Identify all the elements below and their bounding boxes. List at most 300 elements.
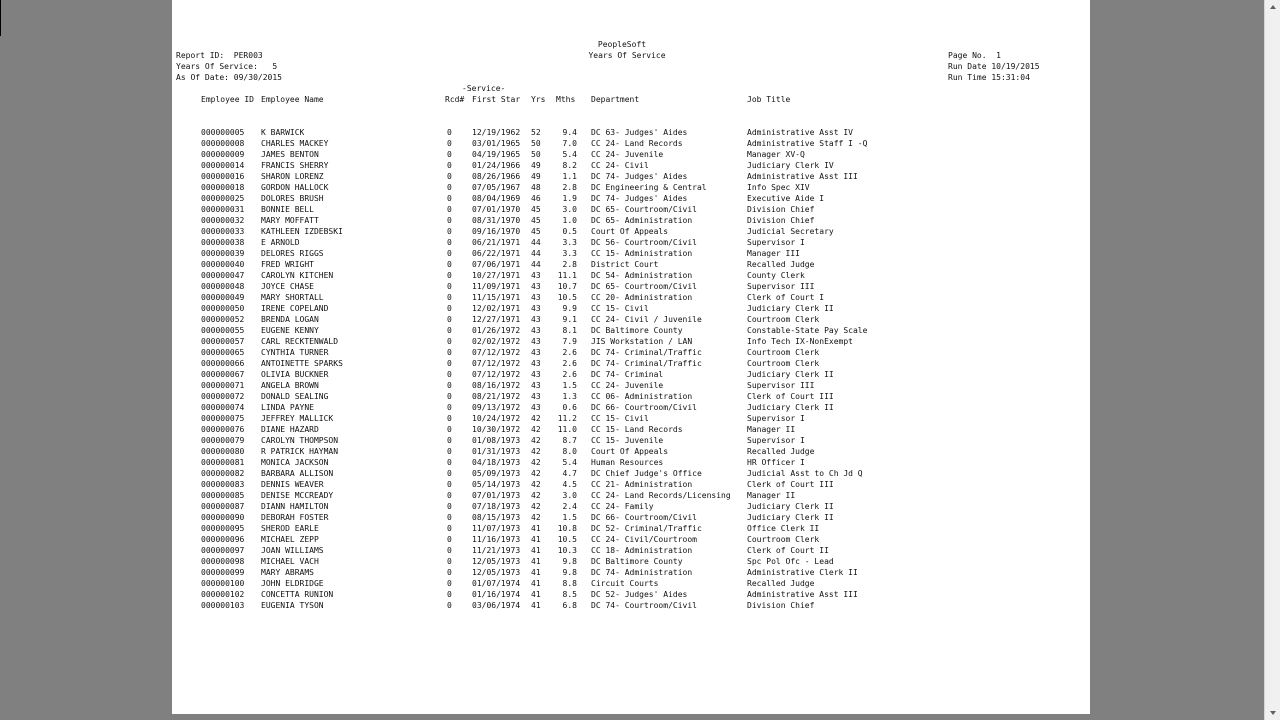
cell-mths: 11.2 bbox=[557, 414, 577, 423]
cell-job-title: Manager III bbox=[747, 249, 800, 258]
cell-department: CC 15- Juvenile bbox=[591, 436, 664, 445]
table-row bbox=[172, 248, 1090, 259]
cell-rcd: 0 bbox=[447, 326, 452, 335]
cell-rcd: 0 bbox=[447, 150, 452, 159]
cell-first-start: 07/06/1971 bbox=[472, 260, 521, 269]
cell-rcd: 0 bbox=[447, 304, 452, 313]
cell-employee-name: MARY ABRAMS bbox=[261, 568, 314, 577]
cell-job-title: Supervisor I bbox=[747, 414, 805, 423]
cell-job-title: Clerk of Court II bbox=[747, 546, 829, 555]
cell-mths: 3.3 bbox=[562, 249, 577, 258]
cell-job-title: Administrative Asst IV bbox=[747, 128, 853, 137]
cell-rcd: 0 bbox=[447, 458, 452, 467]
cell-rcd: 0 bbox=[447, 128, 452, 137]
cell-employee-id: 000000087 bbox=[201, 502, 245, 511]
cell-first-start: 03/01/1965 bbox=[472, 139, 521, 148]
cell-yrs: 42 bbox=[531, 425, 541, 434]
cell-job-title: Constable-State Pay Scale bbox=[747, 326, 868, 335]
scroll-down-arrow-icon[interactable] bbox=[1265, 706, 1280, 720]
cell-job-title: Recalled Judge bbox=[747, 447, 815, 456]
cell-first-start: 11/21/1973 bbox=[472, 546, 521, 555]
cell-department: CC 21- Administration bbox=[591, 480, 693, 489]
cell-department: CC 06- Administration bbox=[591, 392, 693, 401]
cell-yrs: 43 bbox=[531, 359, 541, 368]
table-row bbox=[172, 545, 1090, 556]
cell-first-start: 08/16/1972 bbox=[472, 381, 521, 390]
table-row bbox=[172, 600, 1090, 611]
cell-mths: 10.7 bbox=[557, 282, 577, 291]
cell-yrs: 43 bbox=[531, 326, 541, 335]
cell-first-start: 11/09/1971 bbox=[472, 282, 521, 291]
cell-yrs: 42 bbox=[531, 414, 541, 423]
cell-first-start: 06/22/1971 bbox=[472, 249, 521, 258]
cell-first-start: 09/16/1970 bbox=[472, 227, 521, 236]
cell-rcd: 0 bbox=[447, 315, 452, 324]
cell-employee-name: CONCETTA RUNION bbox=[261, 590, 334, 599]
table-row bbox=[172, 237, 1090, 248]
table-row bbox=[172, 501, 1090, 512]
cell-yrs: 43 bbox=[531, 282, 541, 291]
cell-first-start: 07/12/1972 bbox=[472, 370, 521, 379]
cell-employee-id: 000000049 bbox=[201, 293, 245, 302]
cell-employee-name: JOAN WILLIAMS bbox=[261, 546, 324, 555]
table-row bbox=[172, 347, 1090, 358]
cell-job-title: Judiciary Clerk II bbox=[747, 304, 834, 313]
cell-job-title: Info Tech IX-NonExempt bbox=[747, 337, 853, 346]
cell-rcd: 0 bbox=[447, 249, 452, 258]
cell-department: CC 20- Administration bbox=[591, 293, 693, 302]
cell-employee-name: EUGENIA TYSON bbox=[261, 601, 324, 610]
col-employee-name: Employee Name bbox=[261, 95, 324, 104]
cell-employee-id: 000000100 bbox=[201, 579, 245, 588]
cell-mths: 8.2 bbox=[562, 161, 577, 170]
page-number: Page No. 1 bbox=[948, 51, 1001, 60]
cell-mths: 1.5 bbox=[562, 381, 577, 390]
cell-employee-name: CAROLYN KITCHEN bbox=[261, 271, 334, 280]
cell-employee-id: 000000098 bbox=[201, 557, 245, 566]
cell-employee-id: 000000039 bbox=[201, 249, 245, 258]
cell-employee-name: K BARWICK bbox=[261, 128, 305, 137]
col-first-start: First Star bbox=[472, 95, 521, 104]
cell-mths: 10.8 bbox=[557, 524, 577, 533]
cell-job-title: Judicial Asst to Ch Jd Q bbox=[747, 469, 863, 478]
cell-job-title: Administrative Asst III bbox=[747, 172, 858, 181]
cell-yrs: 45 bbox=[531, 205, 541, 214]
cell-employee-name: JOHN ELDRIDGE bbox=[261, 579, 324, 588]
cell-job-title: HR Officer I bbox=[747, 458, 805, 467]
cell-job-title: Supervisor III bbox=[747, 381, 815, 390]
cell-employee-name: LINDA PAYNE bbox=[261, 403, 314, 412]
cell-rcd: 0 bbox=[447, 579, 452, 588]
cell-mths: 4.5 bbox=[562, 480, 577, 489]
cell-yrs: 42 bbox=[531, 469, 541, 478]
cell-department: CC 24- Juvenile bbox=[591, 150, 664, 159]
cell-employee-id: 000000025 bbox=[201, 194, 245, 203]
cell-department: DC 74- Judges' Aides bbox=[591, 194, 688, 203]
cell-rcd: 0 bbox=[447, 359, 452, 368]
cell-department: DC 74- Courtroom/Civil bbox=[591, 601, 697, 610]
cell-rcd: 0 bbox=[447, 491, 452, 500]
cell-employee-id: 000000047 bbox=[201, 271, 245, 280]
cell-first-start: 11/07/1973 bbox=[472, 524, 521, 533]
col-mths: Mths bbox=[556, 95, 576, 104]
cell-employee-id: 000000096 bbox=[201, 535, 245, 544]
cell-first-start: 07/01/1970 bbox=[472, 205, 521, 214]
cell-employee-id: 000000048 bbox=[201, 282, 245, 291]
cell-employee-id: 000000005 bbox=[201, 128, 245, 137]
cell-mths: 0.6 bbox=[562, 403, 577, 412]
cell-mths: 9.9 bbox=[562, 304, 577, 313]
cell-employee-name: DIANN HAMILTON bbox=[261, 502, 329, 511]
col-yrs: Yrs bbox=[531, 95, 546, 104]
cell-employee-id: 000000067 bbox=[201, 370, 245, 379]
cell-mths: 2.8 bbox=[562, 260, 577, 269]
cell-mths: 6.8 bbox=[562, 601, 577, 610]
cell-yrs: 45 bbox=[531, 227, 541, 236]
table-row bbox=[172, 314, 1090, 325]
cell-employee-name: MICHAEL ZEPP bbox=[261, 535, 319, 544]
cell-rcd: 0 bbox=[447, 194, 452, 203]
cell-first-start: 05/14/1973 bbox=[472, 480, 521, 489]
cell-mths: 7.9 bbox=[562, 337, 577, 346]
cell-employee-name: IRENE COPELAND bbox=[261, 304, 329, 313]
cell-first-start: 08/21/1972 bbox=[472, 392, 521, 401]
cell-rcd: 0 bbox=[447, 436, 452, 445]
cell-rcd: 0 bbox=[447, 282, 452, 291]
cell-department: JIS Workstation / LAN bbox=[591, 337, 693, 346]
cell-yrs: 43 bbox=[531, 381, 541, 390]
cell-first-start: 12/05/1973 bbox=[472, 557, 521, 566]
cell-rcd: 0 bbox=[447, 403, 452, 412]
cell-employee-id: 000000102 bbox=[201, 590, 245, 599]
cell-rcd: 0 bbox=[447, 414, 452, 423]
cell-department: District Court bbox=[591, 260, 659, 269]
cell-job-title: Judiciary Clerk II bbox=[747, 502, 834, 511]
cell-department: DC 74- Criminal/Traffic bbox=[591, 359, 702, 368]
cell-employee-name: ANGELA BROWN bbox=[261, 381, 319, 390]
cell-mths: 2.6 bbox=[562, 348, 577, 357]
table-row bbox=[172, 182, 1090, 193]
cell-first-start: 12/27/1971 bbox=[472, 315, 521, 324]
cell-yrs: 44 bbox=[531, 260, 541, 269]
cell-mths: 0.5 bbox=[562, 227, 577, 236]
cell-job-title: Supervisor III bbox=[747, 282, 815, 291]
cell-first-start: 07/01/1973 bbox=[472, 491, 521, 500]
cell-employee-id: 000000071 bbox=[201, 381, 245, 390]
cell-department: DC 65- Administration bbox=[591, 216, 693, 225]
cell-employee-name: DENNIS WEAVER bbox=[261, 480, 324, 489]
table-row bbox=[172, 556, 1090, 567]
cell-first-start: 07/12/1972 bbox=[472, 359, 521, 368]
cell-department: DC 65- Courtroom/Civil bbox=[591, 205, 697, 214]
cell-yrs: 42 bbox=[531, 436, 541, 445]
cell-job-title: Administrative Clerk II bbox=[747, 568, 858, 577]
cell-yrs: 45 bbox=[531, 216, 541, 225]
cell-yrs: 44 bbox=[531, 249, 541, 258]
cell-employee-name: DENISE MCCREADY bbox=[261, 491, 334, 500]
table-row bbox=[172, 567, 1090, 578]
cell-mths: 10.3 bbox=[557, 546, 577, 555]
cell-yrs: 43 bbox=[531, 403, 541, 412]
table-row bbox=[172, 512, 1090, 523]
cell-mths: 5.4 bbox=[562, 458, 577, 467]
cell-yrs: 41 bbox=[531, 535, 541, 544]
cell-mths: 2.4 bbox=[562, 502, 577, 511]
cell-first-start: 01/07/1974 bbox=[472, 579, 521, 588]
cell-first-start: 11/15/1971 bbox=[472, 293, 521, 302]
col-employee-id: Employee ID bbox=[201, 95, 254, 104]
cell-department: DC 74- Criminal/Traffic bbox=[591, 348, 702, 357]
cell-rcd: 0 bbox=[447, 480, 452, 489]
cell-rcd: 0 bbox=[447, 172, 452, 181]
cell-employee-id: 000000040 bbox=[201, 260, 245, 269]
cell-rcd: 0 bbox=[447, 502, 452, 511]
cell-mths: 9.1 bbox=[562, 315, 577, 324]
table-row bbox=[172, 534, 1090, 545]
cell-employee-id: 000000018 bbox=[201, 183, 245, 192]
report-id: Report ID: PER003 bbox=[176, 51, 263, 60]
cell-department: CC 24- Civil/Courtroom bbox=[591, 535, 697, 544]
table-row bbox=[172, 270, 1090, 281]
cell-job-title: Administrative Asst III bbox=[747, 590, 858, 599]
viewer-corner-marker bbox=[0, 0, 1, 36]
cell-yrs: 42 bbox=[531, 513, 541, 522]
cell-rcd: 0 bbox=[447, 469, 452, 478]
cell-yrs: 52 bbox=[531, 128, 541, 137]
cell-employee-name: BONNIE BELL bbox=[261, 205, 314, 214]
cell-employee-name: OLIVIA BUCKNER bbox=[261, 370, 329, 379]
table-row bbox=[172, 281, 1090, 292]
cell-mths: 10.5 bbox=[557, 293, 577, 302]
cell-yrs: 41 bbox=[531, 557, 541, 566]
cell-job-title: Division Chief bbox=[747, 601, 815, 610]
cell-yrs: 49 bbox=[531, 172, 541, 181]
cell-employee-id: 000000033 bbox=[201, 227, 245, 236]
cell-department: CC 15- Civil bbox=[591, 304, 649, 313]
cell-mths: 9.4 bbox=[562, 128, 577, 137]
table-row bbox=[172, 380, 1090, 391]
cell-rcd: 0 bbox=[447, 370, 452, 379]
cell-yrs: 43 bbox=[531, 337, 541, 346]
cell-department: CC 24- Civil bbox=[591, 161, 649, 170]
cell-employee-id: 000000080 bbox=[201, 447, 245, 456]
cell-rcd: 0 bbox=[447, 205, 452, 214]
company-name: PeopleSoft bbox=[597, 40, 647, 49]
cell-yrs: 42 bbox=[531, 458, 541, 467]
col-job-title: Job Title bbox=[747, 95, 791, 104]
cell-mths: 8.7 bbox=[562, 436, 577, 445]
table-row bbox=[172, 259, 1090, 270]
table-row bbox=[172, 457, 1090, 468]
cell-employee-name: BRENDA LOGAN bbox=[261, 315, 319, 324]
table-row bbox=[172, 589, 1090, 600]
cell-employee-name: DELORES RIGGS bbox=[261, 249, 324, 258]
cell-mths: 8.8 bbox=[562, 579, 577, 588]
cell-job-title: Courtroom Clerk bbox=[747, 348, 820, 357]
table-row bbox=[172, 479, 1090, 490]
cell-yrs: 50 bbox=[531, 150, 541, 159]
cell-employee-name: R PATRICK HAYMAN bbox=[261, 447, 339, 456]
cell-department: DC Baltimore County bbox=[591, 326, 683, 335]
cell-mths: 11.1 bbox=[557, 271, 577, 280]
cell-employee-name: EUGENE KENNY bbox=[261, 326, 319, 335]
cell-employee-id: 000000075 bbox=[201, 414, 245, 423]
cell-employee-name: SHEROD EARLE bbox=[261, 524, 319, 533]
cell-employee-id: 000000103 bbox=[201, 601, 245, 610]
cell-first-start: 12/05/1973 bbox=[472, 568, 521, 577]
cell-job-title: Manager II bbox=[747, 425, 796, 434]
cell-mths: 3.3 bbox=[562, 238, 577, 247]
cell-rcd: 0 bbox=[447, 535, 452, 544]
cell-department: DC 65- Courtroom/Civil bbox=[591, 282, 697, 291]
cell-employee-name: MARY MOFFATT bbox=[261, 216, 319, 225]
cell-employee-name: DONALD SEALING bbox=[261, 392, 329, 401]
cell-rcd: 0 bbox=[447, 216, 452, 225]
table-row bbox=[172, 435, 1090, 446]
cell-job-title: Executive Aide I bbox=[747, 194, 825, 203]
cell-first-start: 01/08/1973 bbox=[472, 436, 521, 445]
cell-mths: 7.0 bbox=[562, 139, 577, 148]
cell-department: DC 52- Judges' Aides bbox=[591, 590, 688, 599]
table-row bbox=[172, 193, 1090, 204]
cell-yrs: 41 bbox=[531, 524, 541, 533]
cell-yrs: 43 bbox=[531, 315, 541, 324]
cell-first-start: 06/21/1971 bbox=[472, 238, 521, 247]
cell-employee-name: JOYCE CHASE bbox=[261, 282, 314, 291]
cell-job-title: Spc Pol Ofc - Lead bbox=[747, 557, 834, 566]
cell-yrs: 42 bbox=[531, 447, 541, 456]
cell-mths: 1.9 bbox=[562, 194, 577, 203]
cell-first-start: 03/06/1974 bbox=[472, 601, 521, 610]
cell-employee-name: CHARLES MACKEY bbox=[261, 139, 329, 148]
cell-department: CC 24- Land Records bbox=[591, 139, 683, 148]
cell-mths: 2.8 bbox=[562, 183, 577, 192]
cell-job-title: Judiciary Clerk IV bbox=[747, 161, 834, 170]
table-row bbox=[172, 336, 1090, 347]
cell-employee-name: FRANCIS SHERRY bbox=[261, 161, 329, 170]
cell-employee-name: DIANE HAZARD bbox=[261, 425, 319, 434]
cell-job-title: Manager II bbox=[747, 491, 796, 500]
cell-mths: 3.0 bbox=[562, 205, 577, 214]
cell-yrs: 43 bbox=[531, 293, 541, 302]
cell-employee-name: MONICA JACKSON bbox=[261, 458, 329, 467]
cell-department: CC 15- Civil bbox=[591, 414, 649, 423]
cell-rcd: 0 bbox=[447, 227, 452, 236]
cell-yrs: 43 bbox=[531, 271, 541, 280]
cell-first-start: 12/19/1962 bbox=[472, 128, 521, 137]
cell-department: CC 24- Family bbox=[591, 502, 654, 511]
cell-department: DC 74- Administration bbox=[591, 568, 693, 577]
cell-job-title: Courtroom Clerk bbox=[747, 359, 820, 368]
years-of-service-filter: Years Of Service: 5 bbox=[176, 62, 278, 71]
table-row bbox=[172, 391, 1090, 402]
report-rows bbox=[172, 127, 1090, 611]
table-row bbox=[172, 292, 1090, 303]
cell-first-start: 01/16/1974 bbox=[472, 590, 521, 599]
cell-yrs: 43 bbox=[531, 370, 541, 379]
cell-mths: 8.5 bbox=[562, 590, 577, 599]
cell-department: DC 66- Courtroom/Civil bbox=[591, 403, 697, 412]
cell-employee-id: 000000081 bbox=[201, 458, 245, 467]
vertical-scrollbar[interactable] bbox=[1264, 0, 1280, 720]
cell-employee-id: 000000016 bbox=[201, 172, 245, 181]
cell-rcd: 0 bbox=[447, 260, 452, 269]
cell-first-start: 08/04/1969 bbox=[472, 194, 521, 203]
cell-rcd: 0 bbox=[447, 513, 452, 522]
cell-rcd: 0 bbox=[447, 271, 452, 280]
cell-employee-id: 000000079 bbox=[201, 436, 245, 445]
cell-yrs: 41 bbox=[531, 601, 541, 610]
cell-yrs: 43 bbox=[531, 392, 541, 401]
cell-first-start: 08/31/1970 bbox=[472, 216, 521, 225]
cell-job-title: Courtroom Clerk bbox=[747, 315, 820, 324]
cell-department: DC 74- Judges' Aides bbox=[591, 172, 688, 181]
table-row bbox=[172, 226, 1090, 237]
cell-employee-id: 000000074 bbox=[201, 403, 245, 412]
table-row bbox=[172, 138, 1090, 149]
cell-rcd: 0 bbox=[447, 238, 452, 247]
cell-employee-id: 000000055 bbox=[201, 326, 245, 335]
cell-first-start: 10/27/1971 bbox=[472, 271, 521, 280]
cell-job-title: Recalled Judge bbox=[747, 260, 815, 269]
cell-first-start: 10/24/1972 bbox=[472, 414, 521, 423]
cell-department: DC 54- Administration bbox=[591, 271, 693, 280]
cell-job-title: Office Clerk II bbox=[747, 524, 820, 533]
scroll-up-arrow-icon[interactable] bbox=[1265, 0, 1280, 14]
cell-yrs: 41 bbox=[531, 579, 541, 588]
cell-yrs: 50 bbox=[531, 139, 541, 148]
cell-rcd: 0 bbox=[447, 139, 452, 148]
cell-mths: 2.6 bbox=[562, 359, 577, 368]
cell-first-start: 01/24/1966 bbox=[472, 161, 521, 170]
cell-job-title: Division Chief bbox=[747, 205, 815, 214]
cell-first-start: 07/05/1967 bbox=[472, 183, 521, 192]
table-row bbox=[172, 325, 1090, 336]
report-title: Years Of Service bbox=[588, 51, 666, 60]
cell-employee-id: 000000032 bbox=[201, 216, 245, 225]
cell-job-title: Supervisor I bbox=[747, 436, 805, 445]
cell-mths: 1.3 bbox=[562, 392, 577, 401]
cell-rcd: 0 bbox=[447, 392, 452, 401]
cell-rcd: 0 bbox=[447, 161, 452, 170]
cell-job-title: Recalled Judge bbox=[747, 579, 815, 588]
cell-job-title: Info Spec XIV bbox=[747, 183, 810, 192]
cell-mths: 1.5 bbox=[562, 513, 577, 522]
cell-employee-id: 000000038 bbox=[201, 238, 245, 247]
cell-yrs: 41 bbox=[531, 546, 541, 555]
cell-department: DC 63- Judges' Aides bbox=[591, 128, 688, 137]
cell-department: DC Chief Judge's Office bbox=[591, 469, 702, 478]
cell-employee-name: MICHAEL VACH bbox=[261, 557, 319, 566]
table-row bbox=[172, 490, 1090, 501]
cell-yrs: 42 bbox=[531, 502, 541, 511]
cell-employee-id: 000000014 bbox=[201, 161, 245, 170]
cell-first-start: 05/09/1973 bbox=[472, 469, 521, 478]
cell-employee-id: 000000082 bbox=[201, 469, 245, 478]
table-row bbox=[172, 127, 1090, 138]
cell-rcd: 0 bbox=[447, 183, 452, 192]
table-row bbox=[172, 303, 1090, 314]
cell-mths: 8.1 bbox=[562, 326, 577, 335]
cell-mths: 9.8 bbox=[562, 557, 577, 566]
table-row bbox=[172, 402, 1090, 413]
cell-job-title: Clerk of Court III bbox=[747, 392, 834, 401]
cell-job-title: Judicial Secretary bbox=[747, 227, 834, 236]
cell-first-start: 12/02/1971 bbox=[472, 304, 521, 313]
cell-rcd: 0 bbox=[447, 425, 452, 434]
cell-department: DC 56- Courtroom/Civil bbox=[591, 238, 697, 247]
cell-employee-name: DOLORES BRUSH bbox=[261, 194, 324, 203]
